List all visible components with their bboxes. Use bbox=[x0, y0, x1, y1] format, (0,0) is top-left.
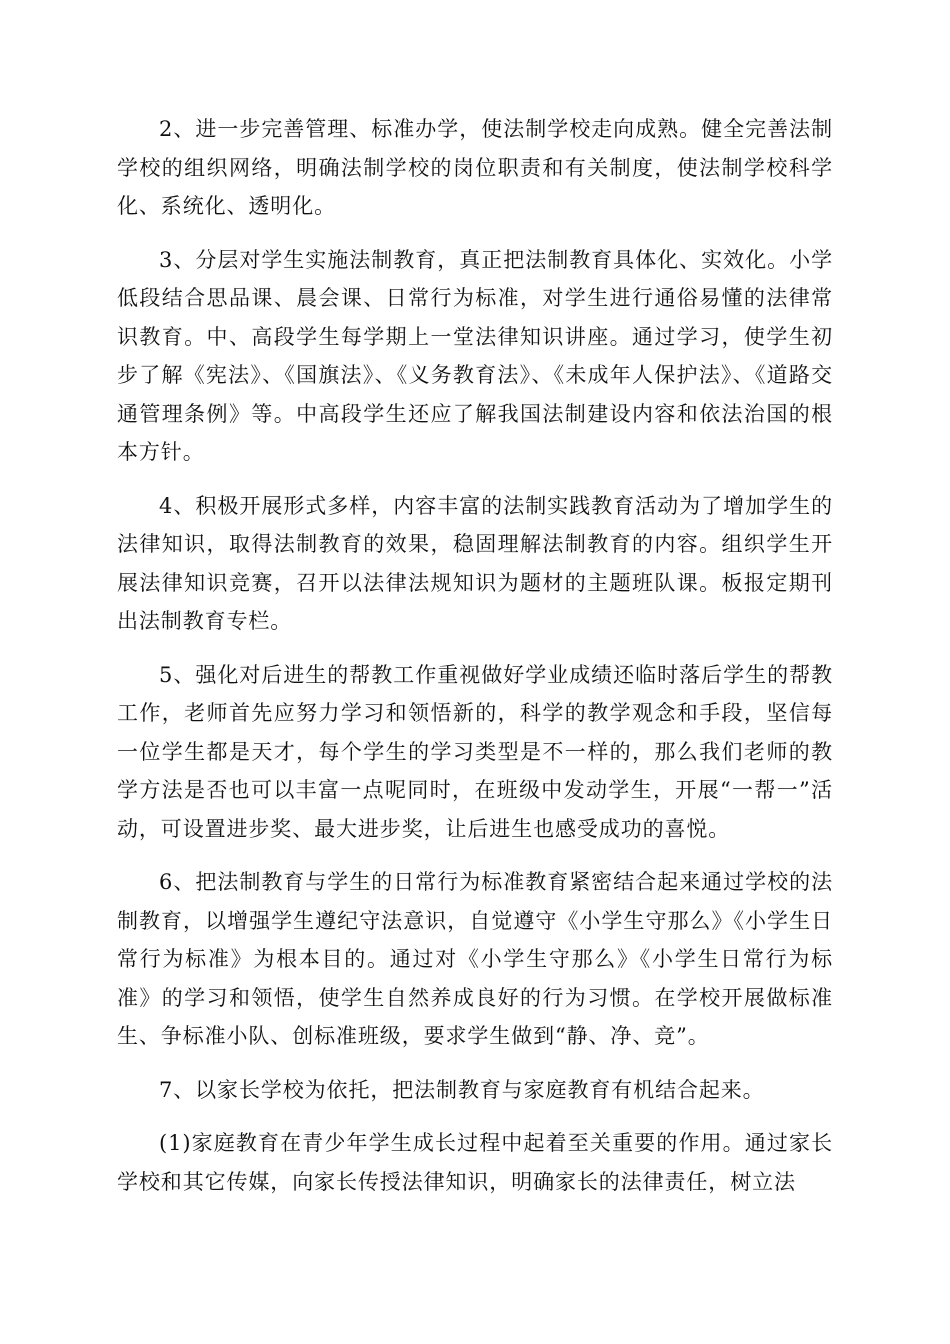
paragraph-item-2: 2、进一步完善管理、标准办学，使法制学校走向成熟。健全完善法制学校的组织网络，明确法制学校的岗位职责和有关制度，使法制学校科学化、系统化、透明化。 bbox=[117, 117, 833, 218]
paragraph-item-4: 4、积极开展形式多样，内容丰富的法制实践教育活动为了增加学生的法律知识，取得法制教育的效果，稳固理解法制教育的内容。组织学生开展法律知识竞赛，召开以法律法规知识为题材的主题班队课。板报定期刊出法制教育专栏。 bbox=[117, 493, 833, 633]
paragraph-subitem-1: (1)家庭教育在青少年学生成长过程中起着至关重要的作用。通过家长学校和其它传媒，向家长传授法律知识，明确家长的法律责任，树立法 bbox=[117, 1131, 833, 1194]
document-body bbox=[117, 110, 833, 1201]
paragraph-item-6: 6、把法制教育与学生的日常行为标准教育紧密结合起来通过学校的法制教育，以增强学生遵纪守法意识，自觉遵守《小学生守那么》《小学生日常行为标准》为根本目的。通过对《小学生守那么》《小学生日常行为标准》的学习和领悟，使学生自然养成良好的行为习惯。在学校开展做标准生、争标准小队、创标准班级，要求学生做到“静、净、竞”。 bbox=[117, 870, 833, 1048]
paragraph-item-3: 3、分层对学生实施法制教育，真正把法制教育具体化、实效化。小学低段结合思品课、晨会课、日常行为标准，对学生进行通俗易懂的法律常识教育。中、高段学生每学期上一堂法律知识讲座。通过学习，使学生初步了解《宪法》、《国旗法》、《义务教育法》、《未成年人保护法》、《道路交通管理条例》等。中高段学生还应了解我国法制建设内容和依法治国的根本方针。 bbox=[117, 247, 833, 464]
paragraph-item-5: 5、强化对后进生的帮教工作重视做好学业成绩还临时落后学生的帮教工作，老师首先应努力学习和领悟新的，科学的教学观念和手段，坚信每一位学生都是天才，每个学生的学习类型是不一样的，那么我们老师的教学方法是否也可以丰富一点呢同时，在班级中发动学生，开展“一帮一”活动，可设置进步奖、最大进步奖，让后进生也感受成功的喜悦。 bbox=[117, 662, 833, 841]
paragraph-item-7: 7、以家长学校为依托，把法制教育与家庭教育有机结合起来。 bbox=[159, 1077, 765, 1102]
